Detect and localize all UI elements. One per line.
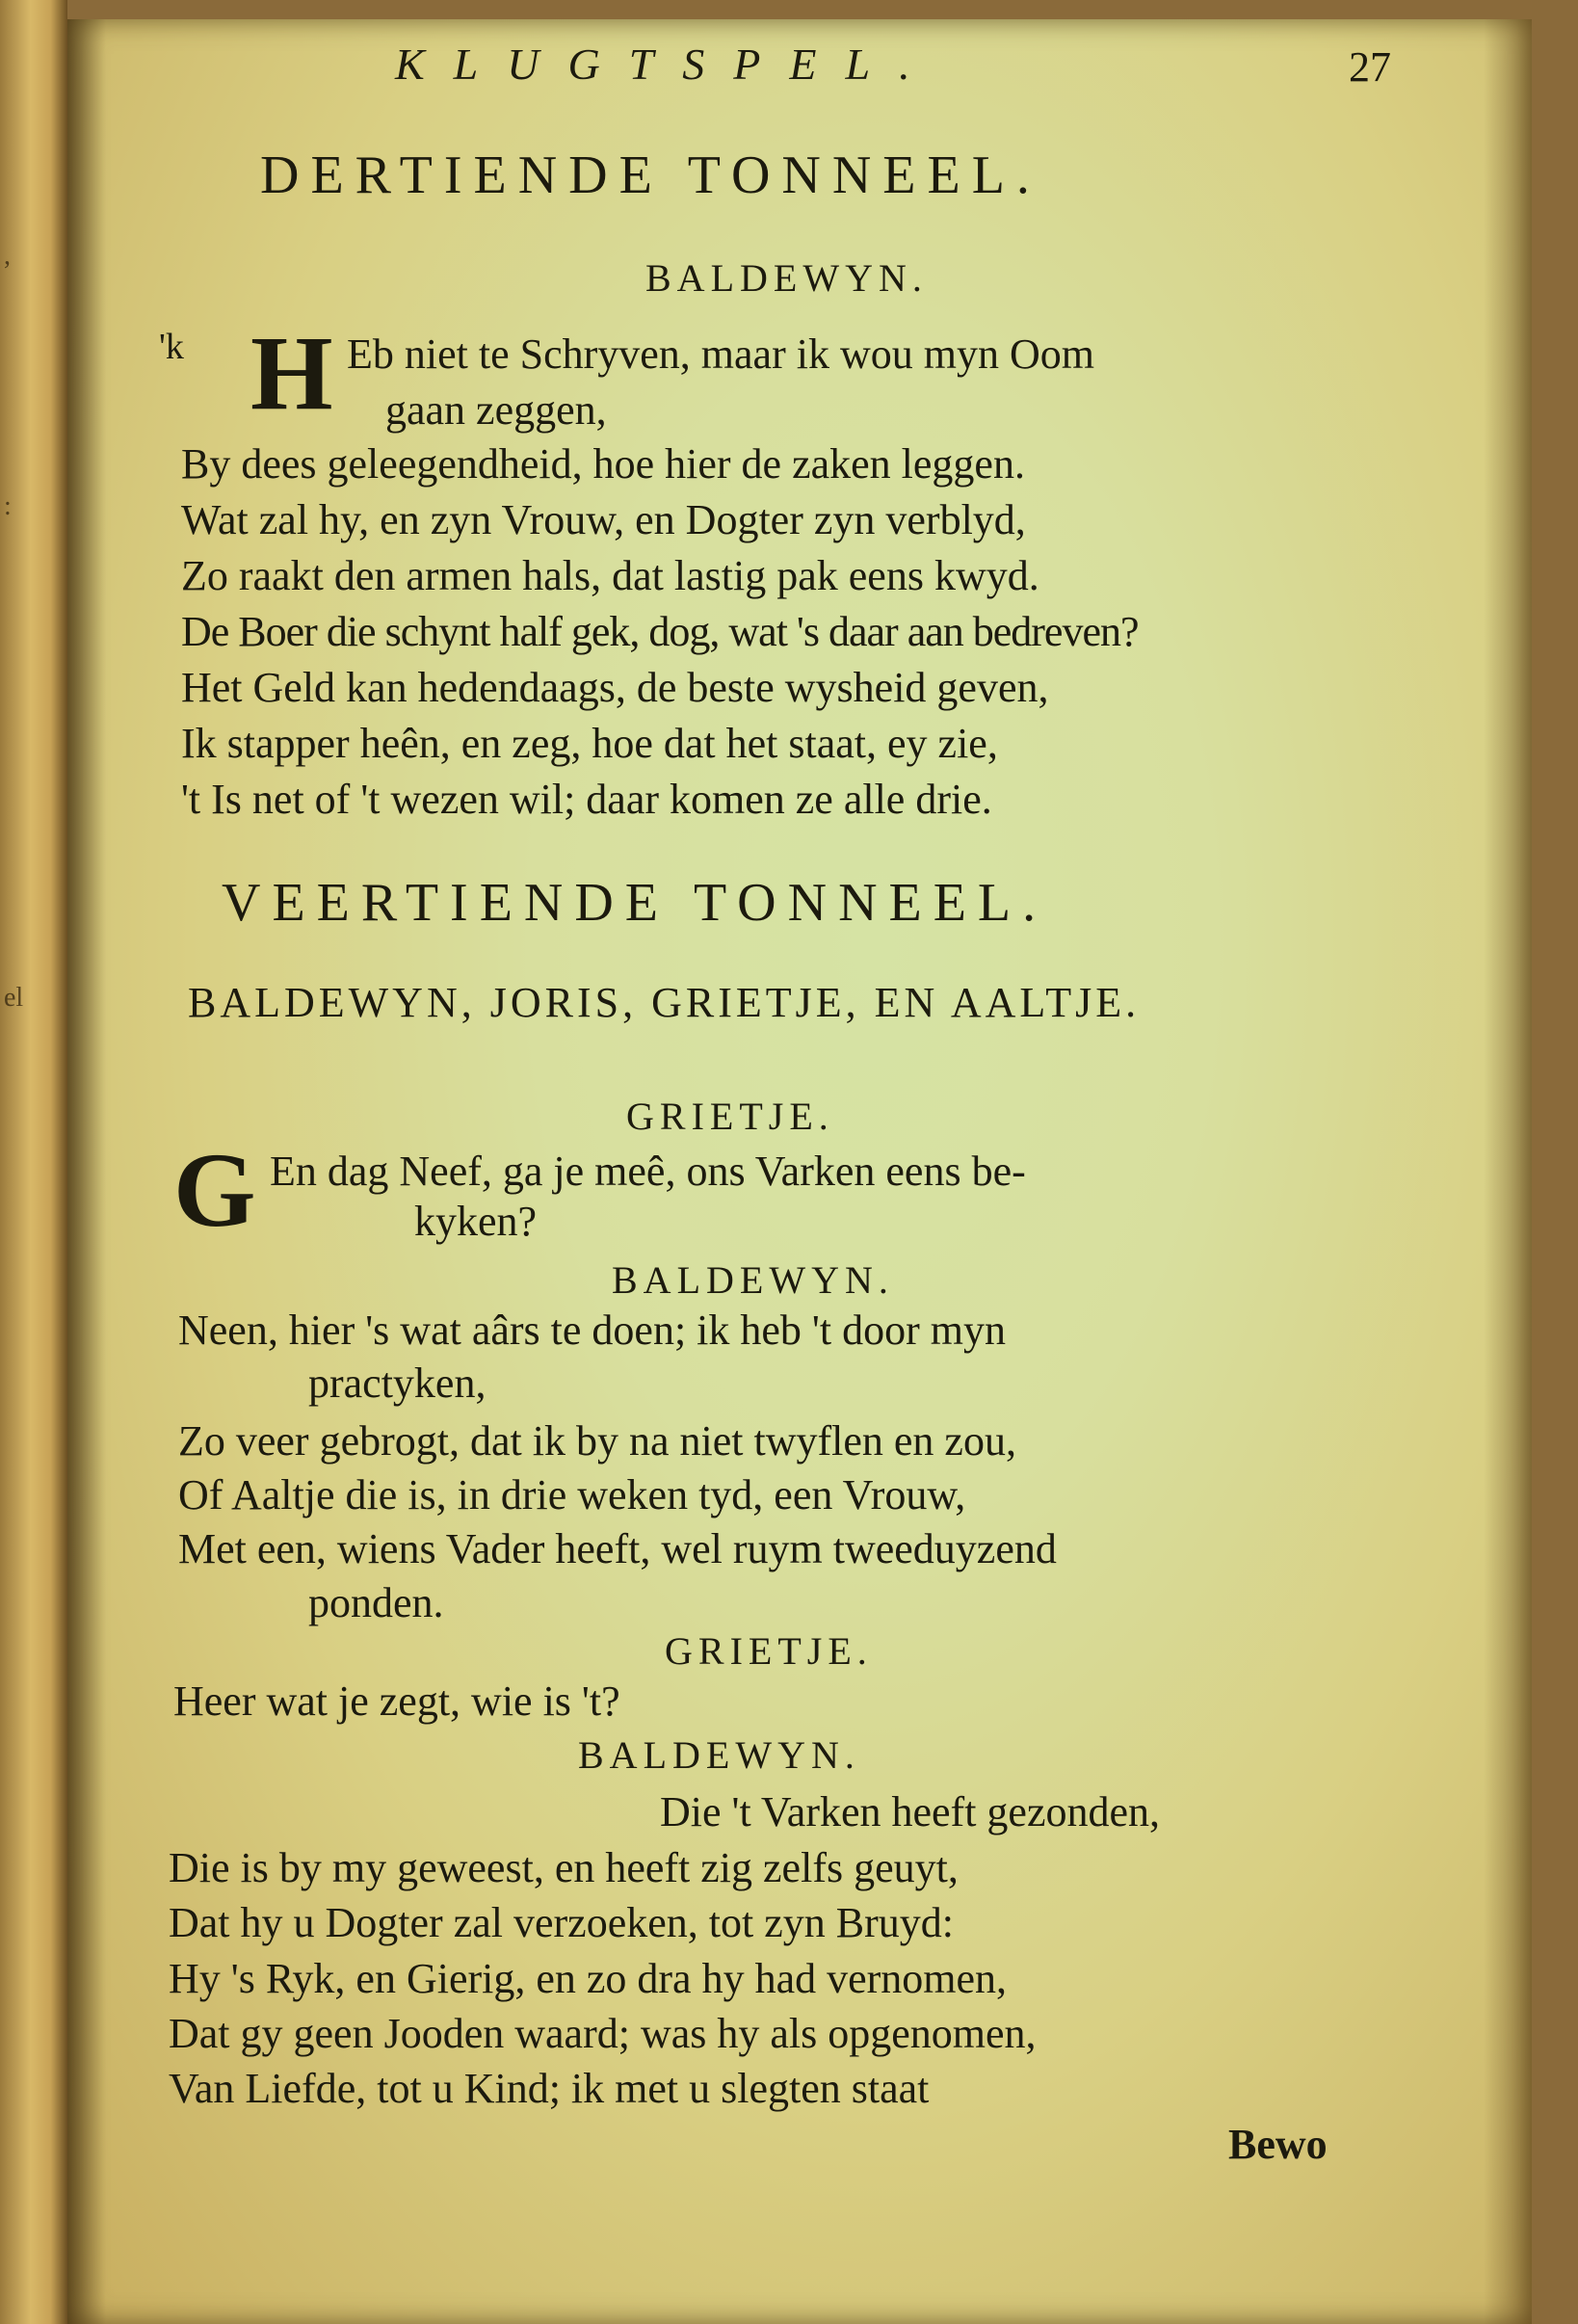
line-prefix: 'k [159, 327, 184, 367]
cast-list: BALDEWYN, JORIS, GRIETJE, EN AALTJE. [188, 979, 1141, 1026]
verse-line: Het Geld kan hedendaags, de beste wysheid geven, [181, 664, 1049, 711]
verse-line: Die is by my geweest, en heeft zig zelfs geuyt, [169, 1844, 959, 1891]
verse-line: Eb niet te Schryven, maar ik wou myn Oom [347, 330, 1094, 378]
verse-line: gaan zeggen, [385, 386, 607, 434]
left-edge-mark: , [4, 241, 11, 271]
speaker-label: BALDEWYN. [578, 1733, 860, 1777]
speaker-label: BALDEWYN. [612, 1258, 894, 1302]
left-edge-mark: : [4, 491, 12, 521]
page-number: 27 [1349, 43, 1391, 91]
verse-line: De Boer die schynt half gek, dog, wat 's daar aan bedreven? [181, 608, 1139, 655]
verse-line: 't Is net of 't wezen wil; daar komen ze alle drie. [181, 776, 992, 823]
verse-line: practyken, [308, 1360, 487, 1407]
running-head: KLUGTSPEL. [395, 40, 939, 89]
book-page [67, 19, 1532, 2324]
verse-line: kyken? [414, 1198, 538, 1245]
verse-line: Van Liefde, tot u Kind; ik met u slegten staat [169, 2065, 930, 2112]
verse-line: Zo veer gebrogt, dat ik by na niet twyflen en zou, [178, 1417, 1016, 1465]
speaker-label: GRIETJE. [665, 1629, 873, 1673]
left-page-edge [0, 0, 67, 2324]
scene-title-14: VEERTIENDE TONNEEL. [222, 873, 1048, 933]
drop-cap: H [250, 314, 333, 432]
left-edge-mark: el [4, 983, 24, 1013]
drop-cap: G [173, 1131, 256, 1249]
verse-line: Die 't Varken heeft gezonden, [660, 1788, 1161, 1835]
verse-line: Of Aaltje die is, in drie weken tyd, een Vrouw, [178, 1471, 966, 1519]
verse-line: Hy 's Ryk, en Gierig, en zo dra hy had vernomen, [169, 1955, 1008, 2002]
verse-line: ponden. [308, 1579, 444, 1626]
verse-line: Ik stapper heên, en zeg, hoe dat het staat, ey zie, [181, 720, 998, 767]
verse-line: Zo raakt den armen hals, dat lastig pak eens kwyd. [181, 552, 1039, 599]
verse-line: Heer wat je zegt, wie is 't? [173, 1677, 620, 1725]
verse-line: Dat hy u Dogter zal verzoeken, tot zyn Bruyd: [169, 1899, 954, 1946]
speaker-label: GRIETJE. [626, 1095, 834, 1138]
verse-line: Wat zal hy, en zyn Vrouw, en Dogter zyn verblyd, [181, 496, 1026, 543]
verse-line: Met een, wiens Vader heeft, wel ruym tweeduyzend [178, 1525, 1057, 1572]
verse-line: By dees geleegendheid, hoe hier de zaken leggen. [181, 440, 1025, 488]
speaker-label: BALDEWYN. [645, 256, 928, 300]
verse-line: Neen, hier 's wat aârs te doen; ik heb 't door myn [178, 1307, 1006, 1354]
page-edge-shadow [1484, 19, 1532, 2324]
spine-shadow [67, 19, 106, 2324]
verse-line: Dat gy geen Jooden waard; was hy als opgenomen, [169, 2010, 1037, 2057]
scene-title-13: DERTIENDE TONNEEL. [260, 145, 1041, 205]
verse-line: En dag Neef, ga je meê, ons Varken eens be- [270, 1148, 1026, 1195]
catchword: Bewo [1228, 2121, 1328, 2168]
